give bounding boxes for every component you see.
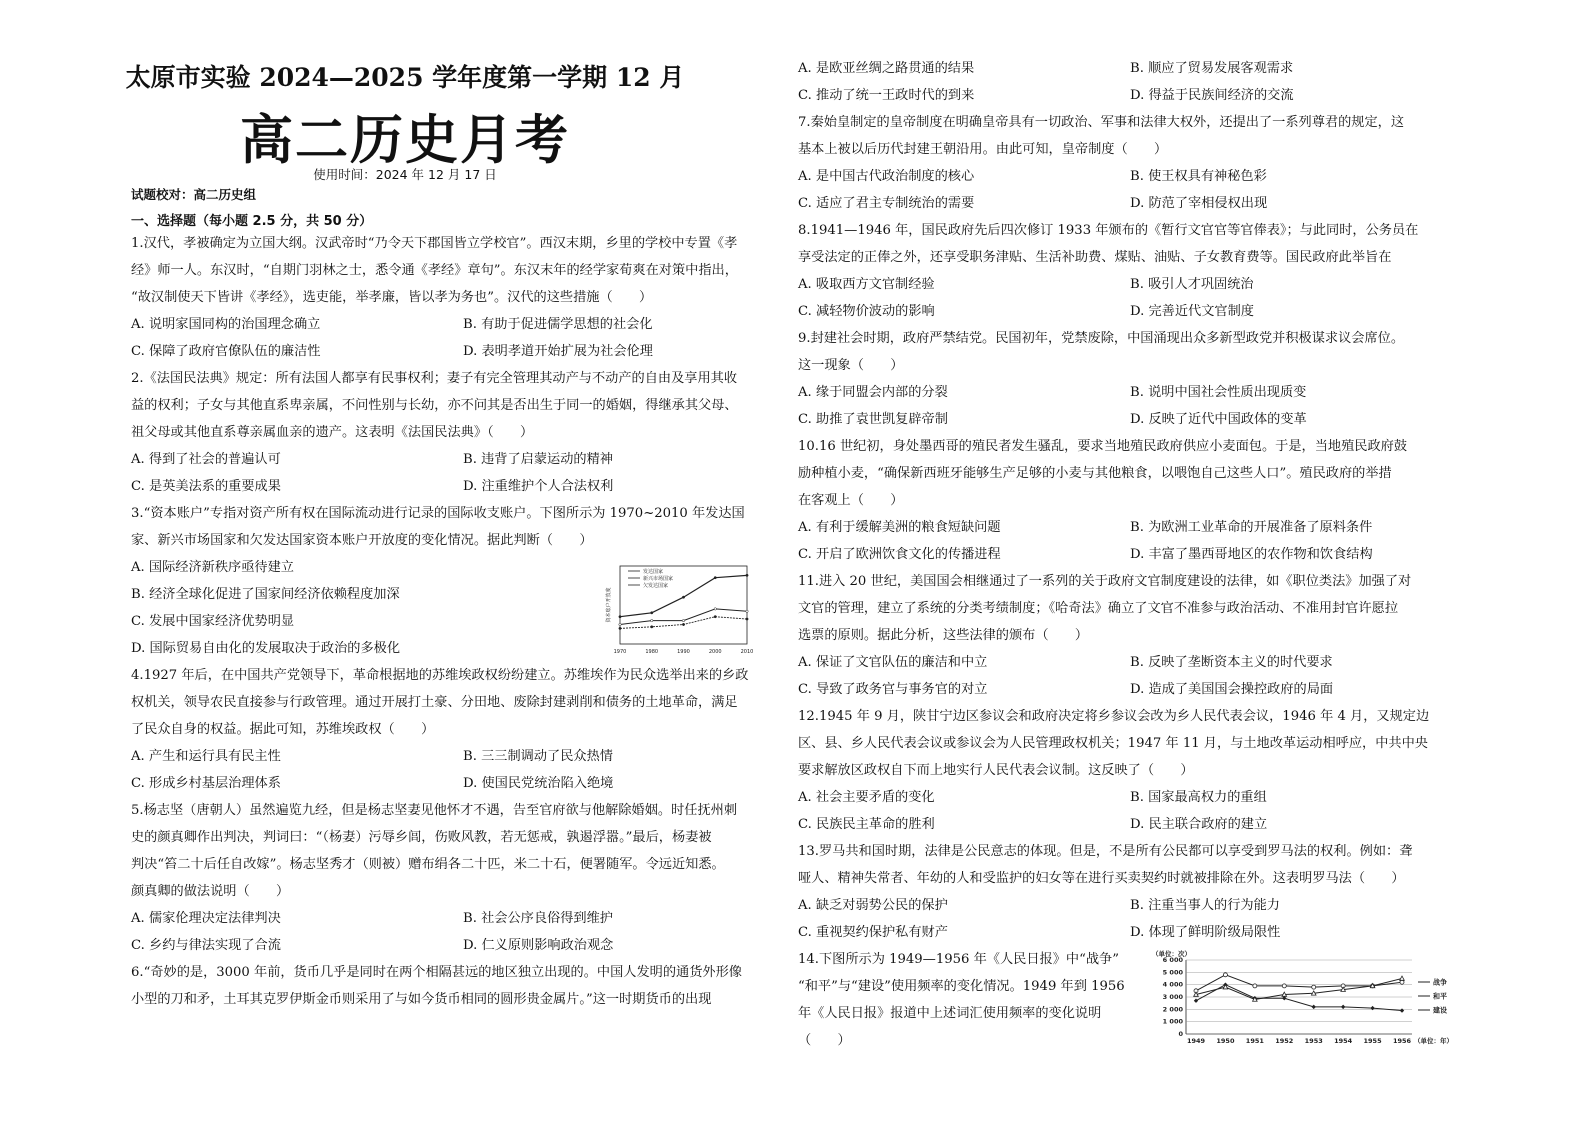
chart1-point — [651, 612, 653, 614]
chart2-x-tick: 1953 — [1304, 1037, 1323, 1045]
chart2-legend-label: 战争 — [1433, 978, 1447, 987]
peoples-daily-chart — [1150, 948, 1453, 1050]
chart1-point — [682, 596, 684, 598]
q6-option-d[interactable]: D. 得益于民族间经济的交流 — [1130, 88, 1294, 103]
q6-line: 6.“奇妙的是，3000 年前，货币几乎是同时在两个相隔甚远的地区独立出现的。中国人发明的通货外形像 — [131, 965, 742, 980]
q5-line: 颜真卿的做法说明（ ） — [131, 884, 290, 899]
chart2-legend-label: 和平 — [1433, 992, 1447, 1001]
chart1-y-label: 资本账户开放度 — [606, 587, 612, 623]
chart2-x-tick: 1951 — [1245, 1037, 1264, 1045]
chart2-point — [1341, 1005, 1345, 1009]
chart1-point — [619, 623, 621, 625]
exam-title-main: 高二历史月考 — [240, 109, 570, 171]
chart2-x-tick: 1955 — [1363, 1037, 1382, 1045]
q4-option-b[interactable]: B. 三三制调动了民众热情 — [463, 749, 613, 764]
chart2-point — [1253, 984, 1257, 988]
q2-line: 祖父母或其他直系尊亲属血亲的遗产。这表明《法国民法典》（ ） — [131, 425, 534, 440]
q1-line: 经》师一人。东汉时，“自期门羽林之士，悉令通《孝经》章句”。东汉末年的经学家荀爽在对策中指出， — [131, 263, 738, 278]
q14-line: （ ） — [798, 1033, 851, 1048]
q6-option-b[interactable]: B. 顺应了贸易发展客观需求 — [1130, 61, 1294, 76]
q10-option-d[interactable]: D. 丰富了墨西哥地区的农作物和饮食结构 — [1130, 547, 1373, 562]
chart2-x-tick: 1954 — [1334, 1037, 1353, 1045]
q2-line: 益的权利；子女与其他直系卑亲属，不问性别与长幼，亦不问其是否出生于同一的婚姻，得继承其父母、 — [131, 398, 738, 413]
q7-option-c[interactable]: C. 适应了君主专制统治的需要 — [798, 196, 975, 211]
chart2-x-tick: 1950 — [1216, 1037, 1235, 1045]
q13-option-b[interactable]: B. 注重当事人的行为能力 — [1130, 898, 1280, 913]
q2-option-b[interactable]: B. 违背了启蒙运动的精神 — [463, 452, 613, 467]
q6-option-c[interactable]: C. 推动了统一王政时代的到来 — [798, 88, 975, 103]
chart2-y-tick: 0 — [1178, 1030, 1183, 1038]
exam-title-line1: 太原市实验 2024—2025 学年度第一学期 12 月 — [125, 63, 685, 92]
capital-account-chart — [602, 560, 752, 660]
q11-line: 11.进入 20 世纪，美国国会相继通过了一系列的关于政府文官制度建设的法律，如《职位类法》加强了对 — [798, 574, 1412, 589]
section-heading: 一、选择题（每小题 2.5 分，共 50 分） — [131, 214, 373, 229]
chart2-legend-label: 建设 — [1433, 1006, 1447, 1015]
q13-option-a[interactable]: A. 缺乏对弱势公民的保护 — [798, 898, 948, 913]
chart2-y-unit: （单位：次） — [1152, 950, 1191, 958]
q8-line: 享受法定的正俸之外，还享受职务津贴、生活补助费、煤贴、油贴、子女教育费等。国民政府此举旨在 — [798, 250, 1392, 265]
chart2-point — [1400, 1008, 1404, 1012]
q4-option-c[interactable]: C. 形成乡村基层治理体系 — [131, 776, 281, 791]
chart1-legend-label: 欠发达国家 — [643, 583, 669, 589]
q4-option-a[interactable]: A. 产生和运行具有民主性 — [131, 749, 281, 764]
q8-option-b[interactable]: B. 吸引人才巩固统治 — [1130, 277, 1254, 292]
q13-option-d[interactable]: D. 体现了鲜明阶级局限性 — [1130, 925, 1281, 940]
q12-option-a[interactable]: A. 社会主要矛盾的变化 — [798, 790, 935, 805]
q1-option-b[interactable]: B. 有助于促进儒学思想的社会化 — [463, 317, 653, 332]
q7-option-d[interactable]: D. 防范了宰相侵权出现 — [1130, 196, 1268, 211]
q9-option-d[interactable]: D. 反映了近代中国政体的变革 — [1130, 412, 1307, 427]
q9-option-b[interactable]: B. 说明中国社会性质出现质变 — [1130, 385, 1307, 400]
chart1-legend-label: 发达国家 — [643, 569, 664, 575]
q3-option-c[interactable]: C. 发展中国家经济优势明显 — [131, 614, 295, 629]
q6-option-a[interactable]: A. 是欧亚丝绸之路贯通的结果 — [798, 61, 975, 76]
q3-line: 3.“资本账户”专指对资产所有权在国际流动进行记录的国际收支账户。下图所示为 1970~2010 年发达国 — [131, 506, 745, 521]
q13-option-c[interactable]: C. 重视契约保护私有财产 — [798, 925, 948, 940]
q2-option-d[interactable]: D. 注重维护个人合法权利 — [463, 479, 614, 494]
q7-option-a[interactable]: A. 是中国古代政治制度的核心 — [798, 169, 975, 184]
proof-group: 试题校对：高二历史组 — [131, 187, 257, 202]
chart1-point — [746, 610, 748, 612]
q1-option-d[interactable]: D. 表明孝道开始扩展为社会伦理 — [463, 344, 653, 359]
chart2-x-tick: 1952 — [1275, 1037, 1294, 1045]
q7-line: 7.秦始皇制定的皇帝制度在明确皇帝具有一切政治、军事和法律大权外，还提出了一系列尊君的规定，这 — [798, 115, 1405, 130]
chart1-point — [619, 616, 621, 618]
q8-option-d[interactable]: D. 完善近代文官制度 — [1130, 304, 1254, 319]
q9-line: 9.封建社会时期，政府严禁结党。民国初年，党禁废除，中国涌现出众多新型政党并积极谋求议会席位。 — [798, 331, 1405, 346]
q11-option-a[interactable]: A. 保证了文官队伍的廉洁和中立 — [798, 655, 988, 670]
chart1-legend-label: 新兴市场国家 — [643, 576, 674, 582]
chart2-y-tick: 2 000 — [1162, 1005, 1183, 1014]
q10-line: 10.16 世纪初，身处墨西哥的殖民者发生骚乱，要求当地殖民政府供应小麦面包。于是，当地殖民政府鼓 — [798, 439, 1408, 454]
q11-line: 文官的管理，建立了系统的分类考绩制度；《哈奇法》确立了文官不准参与政治活动、不准用封官许愿拉 — [798, 601, 1399, 616]
q9-line: 这一现象（ ） — [798, 358, 904, 373]
chart1-x-tick: 1980 — [645, 649, 659, 655]
q7-line: 基本上被以后历代封建王朝沿用。由此可知，皇帝制度（ ） — [798, 142, 1168, 157]
chart2-point — [1194, 999, 1198, 1003]
q12-option-b[interactable]: B. 国家最高权力的重组 — [1130, 790, 1267, 805]
chart2-point — [1223, 973, 1227, 977]
q9-option-a[interactable]: A. 缘于同盟会内部的分裂 — [798, 385, 948, 400]
chart2-point — [1312, 1005, 1316, 1009]
chart2-y-tick: 3 000 — [1162, 993, 1183, 1001]
chart1-x-tick: 1990 — [677, 649, 690, 655]
chart2-point — [1282, 984, 1286, 988]
q5-option-b[interactable]: B. 社会公序良俗得到维护 — [463, 911, 613, 926]
q10-line: 励种植小麦，“确保新西班牙能够生产足够的小麦与其他粮食，以喂饱自己这些人口”。殖民政府的举措 — [798, 466, 1392, 481]
q13-line: 哑人、精神失常者、年幼的人和受监护的妇女等在进行买卖契约时就被排除在外。这表明罗马法（ ） — [798, 871, 1405, 886]
q3-option-d[interactable]: D. 国际贸易自由化的发展取决于政治的多极化 — [131, 641, 401, 656]
q7-option-b[interactable]: B. 使王权具有神秘色彩 — [1130, 169, 1267, 184]
q12-line: 要求解放区政权自下而上地实行人民代表会议制。这反映了（ ） — [798, 763, 1194, 778]
chart1-point — [651, 626, 653, 628]
q5-option-d[interactable]: D. 仁义原则影响政治观念 — [463, 938, 614, 953]
q5-line: 判决“笞二十后任自改嫁”。杨志坚秀才（则被）赠布绢各二十匹，米二十石，便署随军。令远近知悉。 — [131, 857, 725, 872]
q6-line: 小型的刀和矛，土耳其克罗伊斯金币则采用了与如今货币相同的圆形贵金属片。”这一时期货币的出现 — [131, 992, 712, 1007]
q3-line: 家、新兴市场国家和欠发达国家资本账户开放度的变化情况。据此判断（ ） — [131, 533, 593, 548]
q2-option-c[interactable]: C. 是英美法系的重要成果 — [131, 479, 281, 494]
q9-option-c[interactable]: C. 助推了袁世凯复辟帝制 — [798, 412, 948, 427]
chart1-point — [682, 623, 684, 625]
q12-line: 区、县、乡人民代表会议或参议会为人民管理政权机关；1947 年 11 月，与土地改革运动相呼应，中共中央 — [798, 736, 1428, 751]
chart1-series-line — [620, 609, 747, 625]
chart1-point — [714, 577, 716, 579]
q1-line: “故汉制使天下皆讲《孝经》，选吏能，举孝廉，皆以孝为务也”。汉代的这些措施（ ） — [131, 290, 653, 305]
q3-option-a[interactable]: A. 国际经济新秩序亟待建立 — [131, 560, 294, 575]
q14-line: 年《人民日报》报道中上述词汇使用频率的变化说明 — [798, 1006, 1102, 1021]
q8-option-c[interactable]: C. 减轻物价波动的影响 — [798, 304, 935, 319]
q4-line: 了民众自身的权益。据此可知，苏维埃政权（ ） — [131, 722, 435, 737]
chart1-point — [714, 608, 716, 610]
q11-option-b[interactable]: B. 反映了垄断资本主义的时代要求 — [1130, 655, 1333, 670]
q12-option-d[interactable]: D. 民主联合政府的建立 — [1130, 817, 1268, 832]
q8-option-a[interactable]: A. 吸取西方文官制经验 — [798, 277, 935, 292]
q5-line: 史的颜真卿作出判决，判词曰：“（杨妻）污辱乡闾，伤败风教，若无惩戒，孰遏浮嚣。”最后，杨妻被 — [131, 830, 712, 845]
q12-option-c[interactable]: C. 民族民主革命的胜利 — [798, 817, 935, 832]
chart2-x-unit: （单位：年） — [1414, 1037, 1453, 1045]
q4-option-d[interactable]: D. 使国民党统治陷入绝境 — [463, 776, 614, 791]
chart1-point — [651, 619, 653, 621]
use-time: 使用时间：2024 年 12 月 17 日 — [313, 167, 497, 182]
chart1-x-tick: 2000 — [708, 649, 722, 655]
q11-line: 选票的原则。据此分析，这些法律的颁布（ ） — [798, 628, 1089, 643]
q10-line: 在客观上（ ） — [798, 493, 904, 508]
q5-option-a[interactable]: A. 儒家伦理决定法律判决 — [131, 911, 281, 926]
chart1-point — [682, 619, 684, 621]
q1-line: 1.汉代，孝被确定为立国大纲。汉武帝时“乃令天下郡国皆立学校官”。西汉末期，乡里的学校中专置《孝 — [131, 236, 738, 251]
chart1-point — [746, 618, 748, 620]
chart1-point — [714, 616, 716, 618]
chart1-point — [746, 574, 748, 576]
q11-option-c[interactable]: C. 导致了政务官与事务官的对立 — [798, 682, 988, 697]
q1-option-c[interactable]: C. 保障了政府官僚队伍的廉洁性 — [131, 344, 321, 359]
chart2-y-tick: 5 000 — [1162, 968, 1183, 977]
q5-option-c[interactable]: C. 乡约与律法实现了合流 — [131, 938, 281, 953]
q13-line: 13.罗马共和国时期，法律是公民意志的体现。但是，不是所有公民都可以享受到罗马法的权利。例如：聋 — [798, 844, 1413, 859]
chart2-point — [1370, 1006, 1374, 1010]
q12-line: 12.1945 年 9 月，陕甘宁边区参议会和政府决定将乡参议会改为乡人民代表会议，1946 年 4 月，又规定边 — [798, 709, 1430, 724]
q2-option-a[interactable]: A. 得到了社会的普遍认可 — [131, 452, 281, 467]
chart2-y-tick: 1 000 — [1162, 1017, 1183, 1026]
q14-line: 14.下图所示为 1949—1956 年《人民日报》中“战争” — [798, 952, 1119, 967]
chart2-y-tick: 4 000 — [1162, 980, 1183, 989]
chart1-x-tick: 1970 — [613, 649, 627, 655]
q10-option-b[interactable]: B. 为欧洲工业革命的开展准备了原料条件 — [1130, 520, 1373, 535]
chart2-x-tick: 1949 — [1186, 1037, 1206, 1045]
q1-option-a[interactable]: A. 说明家国同构的治国理念确立 — [131, 317, 321, 332]
q5-line: 5.杨志坚（唐朝人）虽然遍览九经，但是杨志坚妻见他怀才不遇，告至官府欲与他解除婚姻。时任抚州刺 — [131, 803, 738, 818]
q4-line: 权机关，领导农民直接参与行政管理。通过开展打土豪、分田地、废除封建剥削和债务的土地革命，满足 — [131, 695, 738, 710]
chart2-point — [1312, 985, 1316, 989]
chart1-x-tick: 2010 — [740, 649, 754, 655]
q4-line: 4.1927 年后，在中国共产党领导下，革命根据地的苏维埃政权纷纷建立。苏维埃作为民众选举出来的乡政 — [131, 668, 749, 683]
chart2-y-tick: 6 000 — [1162, 956, 1183, 964]
chart2-point — [1400, 980, 1404, 984]
q10-option-c[interactable]: C. 开启了欧洲饮食文化的传播进程 — [798, 547, 1001, 562]
chart1-point — [619, 627, 621, 629]
q3-option-b[interactable]: B. 经济全球化促进了国家间经济依赖程度加深 — [131, 587, 400, 602]
q14-line: “和平”与“建设”使用频率的变化情况。1949 年到 1956 — [798, 979, 1125, 994]
q11-option-d[interactable]: D. 造成了美国国会操控政府的局面 — [1130, 682, 1334, 697]
q10-option-a[interactable]: A. 有利于缓解美洲的粮食短缺问题 — [798, 520, 1001, 535]
q2-line: 2.《法国民法典》规定：所有法国人都享有民事权利；妻子有完全管理其动产与不动产的自由及享用其收 — [131, 371, 738, 386]
chart2-point — [1400, 976, 1405, 980]
q8-line: 8.1941—1946 年，国民政府先后四次修订 1933 年颁布的《暂行文官官等官俸表》；与此同时，公务员在 — [798, 223, 1419, 238]
chart2-x-tick: 1956 — [1392, 1037, 1412, 1045]
